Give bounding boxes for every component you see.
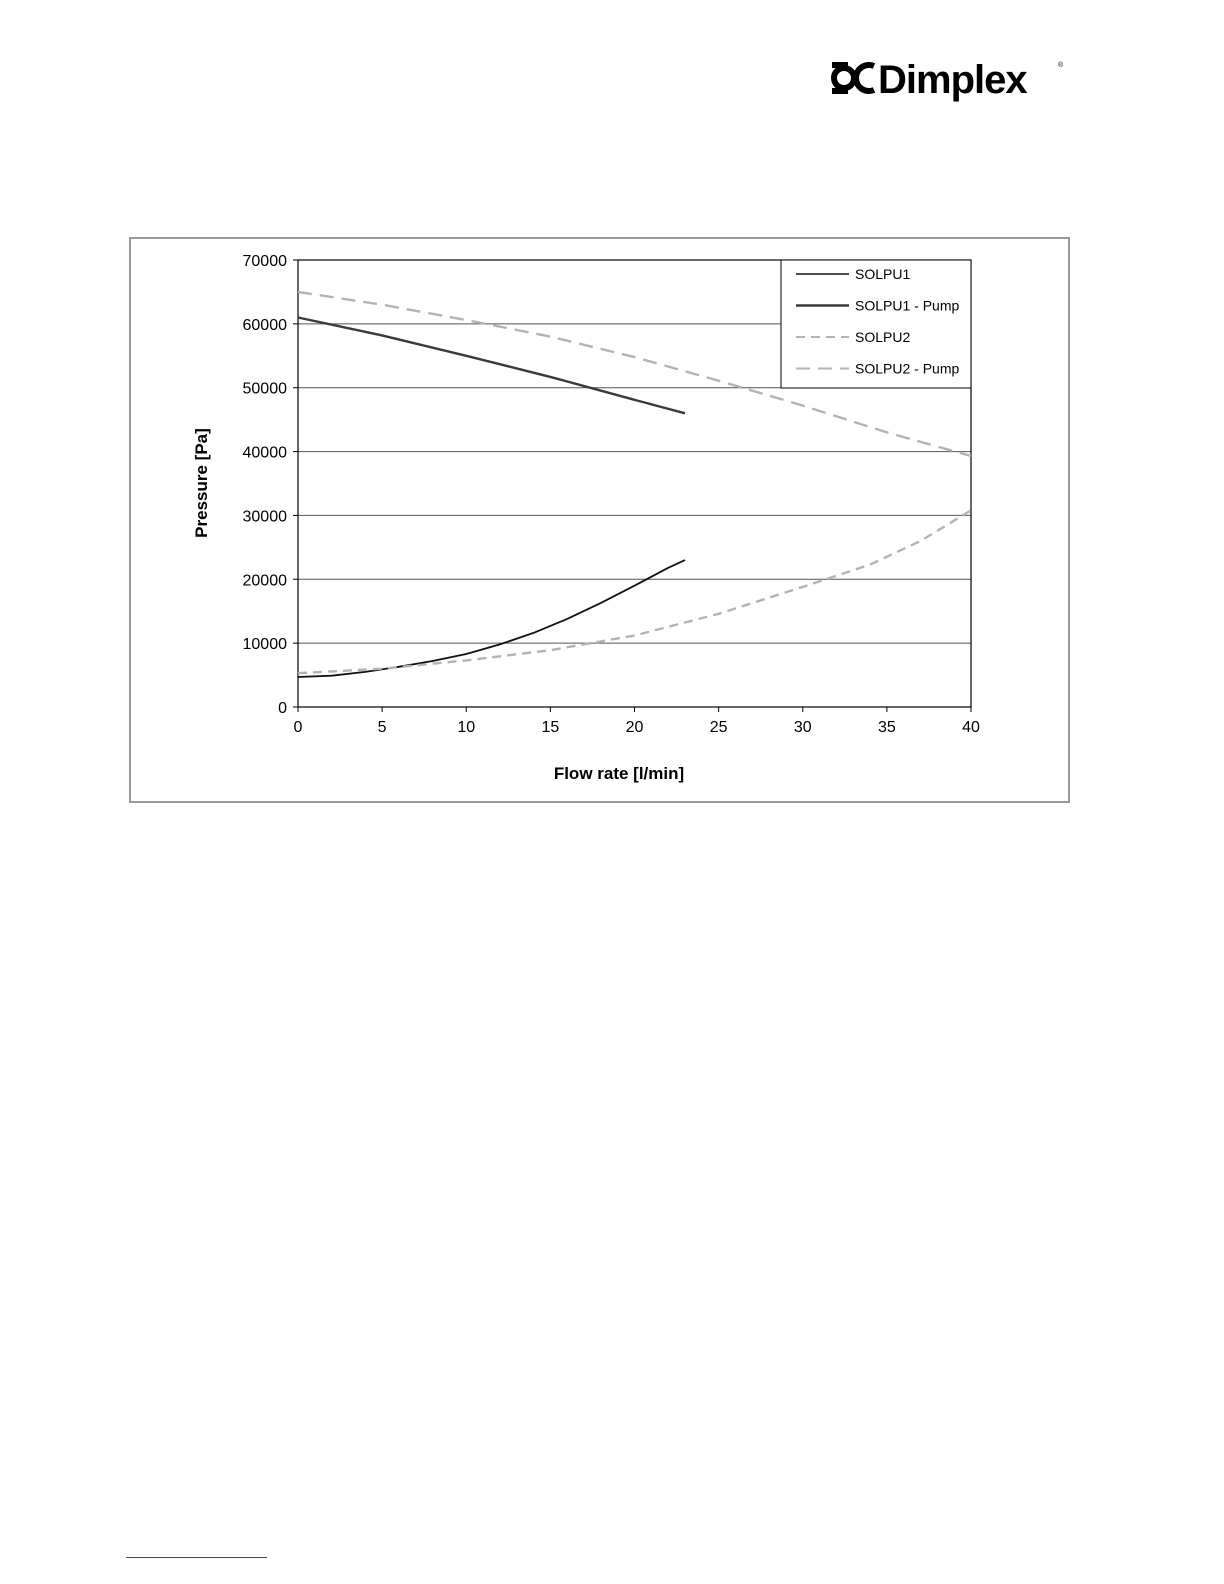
- x-tick-label: 15: [541, 719, 560, 736]
- x-axis-label: Flow rate [l/min]: [553, 764, 685, 783]
- series-line-solpu1-pump: [298, 318, 685, 414]
- y-tick-label: 30000: [242, 508, 287, 526]
- x-tick-label: 10: [457, 719, 476, 736]
- x-tick-label: 30: [793, 719, 812, 736]
- dimplex-logo: [830, 56, 1070, 106]
- legend-label: SOLPU2 - Pump: [855, 360, 960, 377]
- brand-trademark: ®: [1058, 62, 1064, 69]
- pressure-flow-chart: [131, 239, 1068, 801]
- x-tick-label: 5: [377, 719, 387, 736]
- legend-label: SOLPU1: [855, 266, 911, 282]
- y-tick-label: 50000: [242, 380, 287, 398]
- dimplex-symbol-icon: [832, 62, 874, 94]
- brand-name: Dimplex: [878, 58, 1027, 102]
- y-tick-label: 70000: [242, 253, 287, 270]
- y-tick-label: 20000: [242, 572, 287, 590]
- y-tick-label: 60000: [242, 316, 287, 334]
- x-tick-label: 35: [877, 719, 896, 736]
- x-tick-label: 0: [293, 719, 303, 736]
- x-tick-label: 20: [625, 719, 644, 736]
- x-tick-label: 40: [962, 719, 980, 736]
- legend: [781, 260, 971, 388]
- legend-label: SOLPU1 - Pump: [855, 297, 960, 314]
- legend-label: SOLPU2: [855, 329, 911, 345]
- y-tick-label: 40000: [242, 444, 287, 462]
- footnote-separator: [126, 1557, 267, 1558]
- series-line-solpu1: [298, 560, 685, 677]
- y-tick-label: 0: [278, 700, 287, 717]
- series-line-solpu2: [298, 510, 971, 673]
- chart-container: [129, 237, 1070, 803]
- y-tick-label: 10000: [242, 636, 287, 654]
- y-axis-label: Pressure [Pa]: [192, 428, 211, 538]
- x-tick-label: 25: [709, 719, 728, 736]
